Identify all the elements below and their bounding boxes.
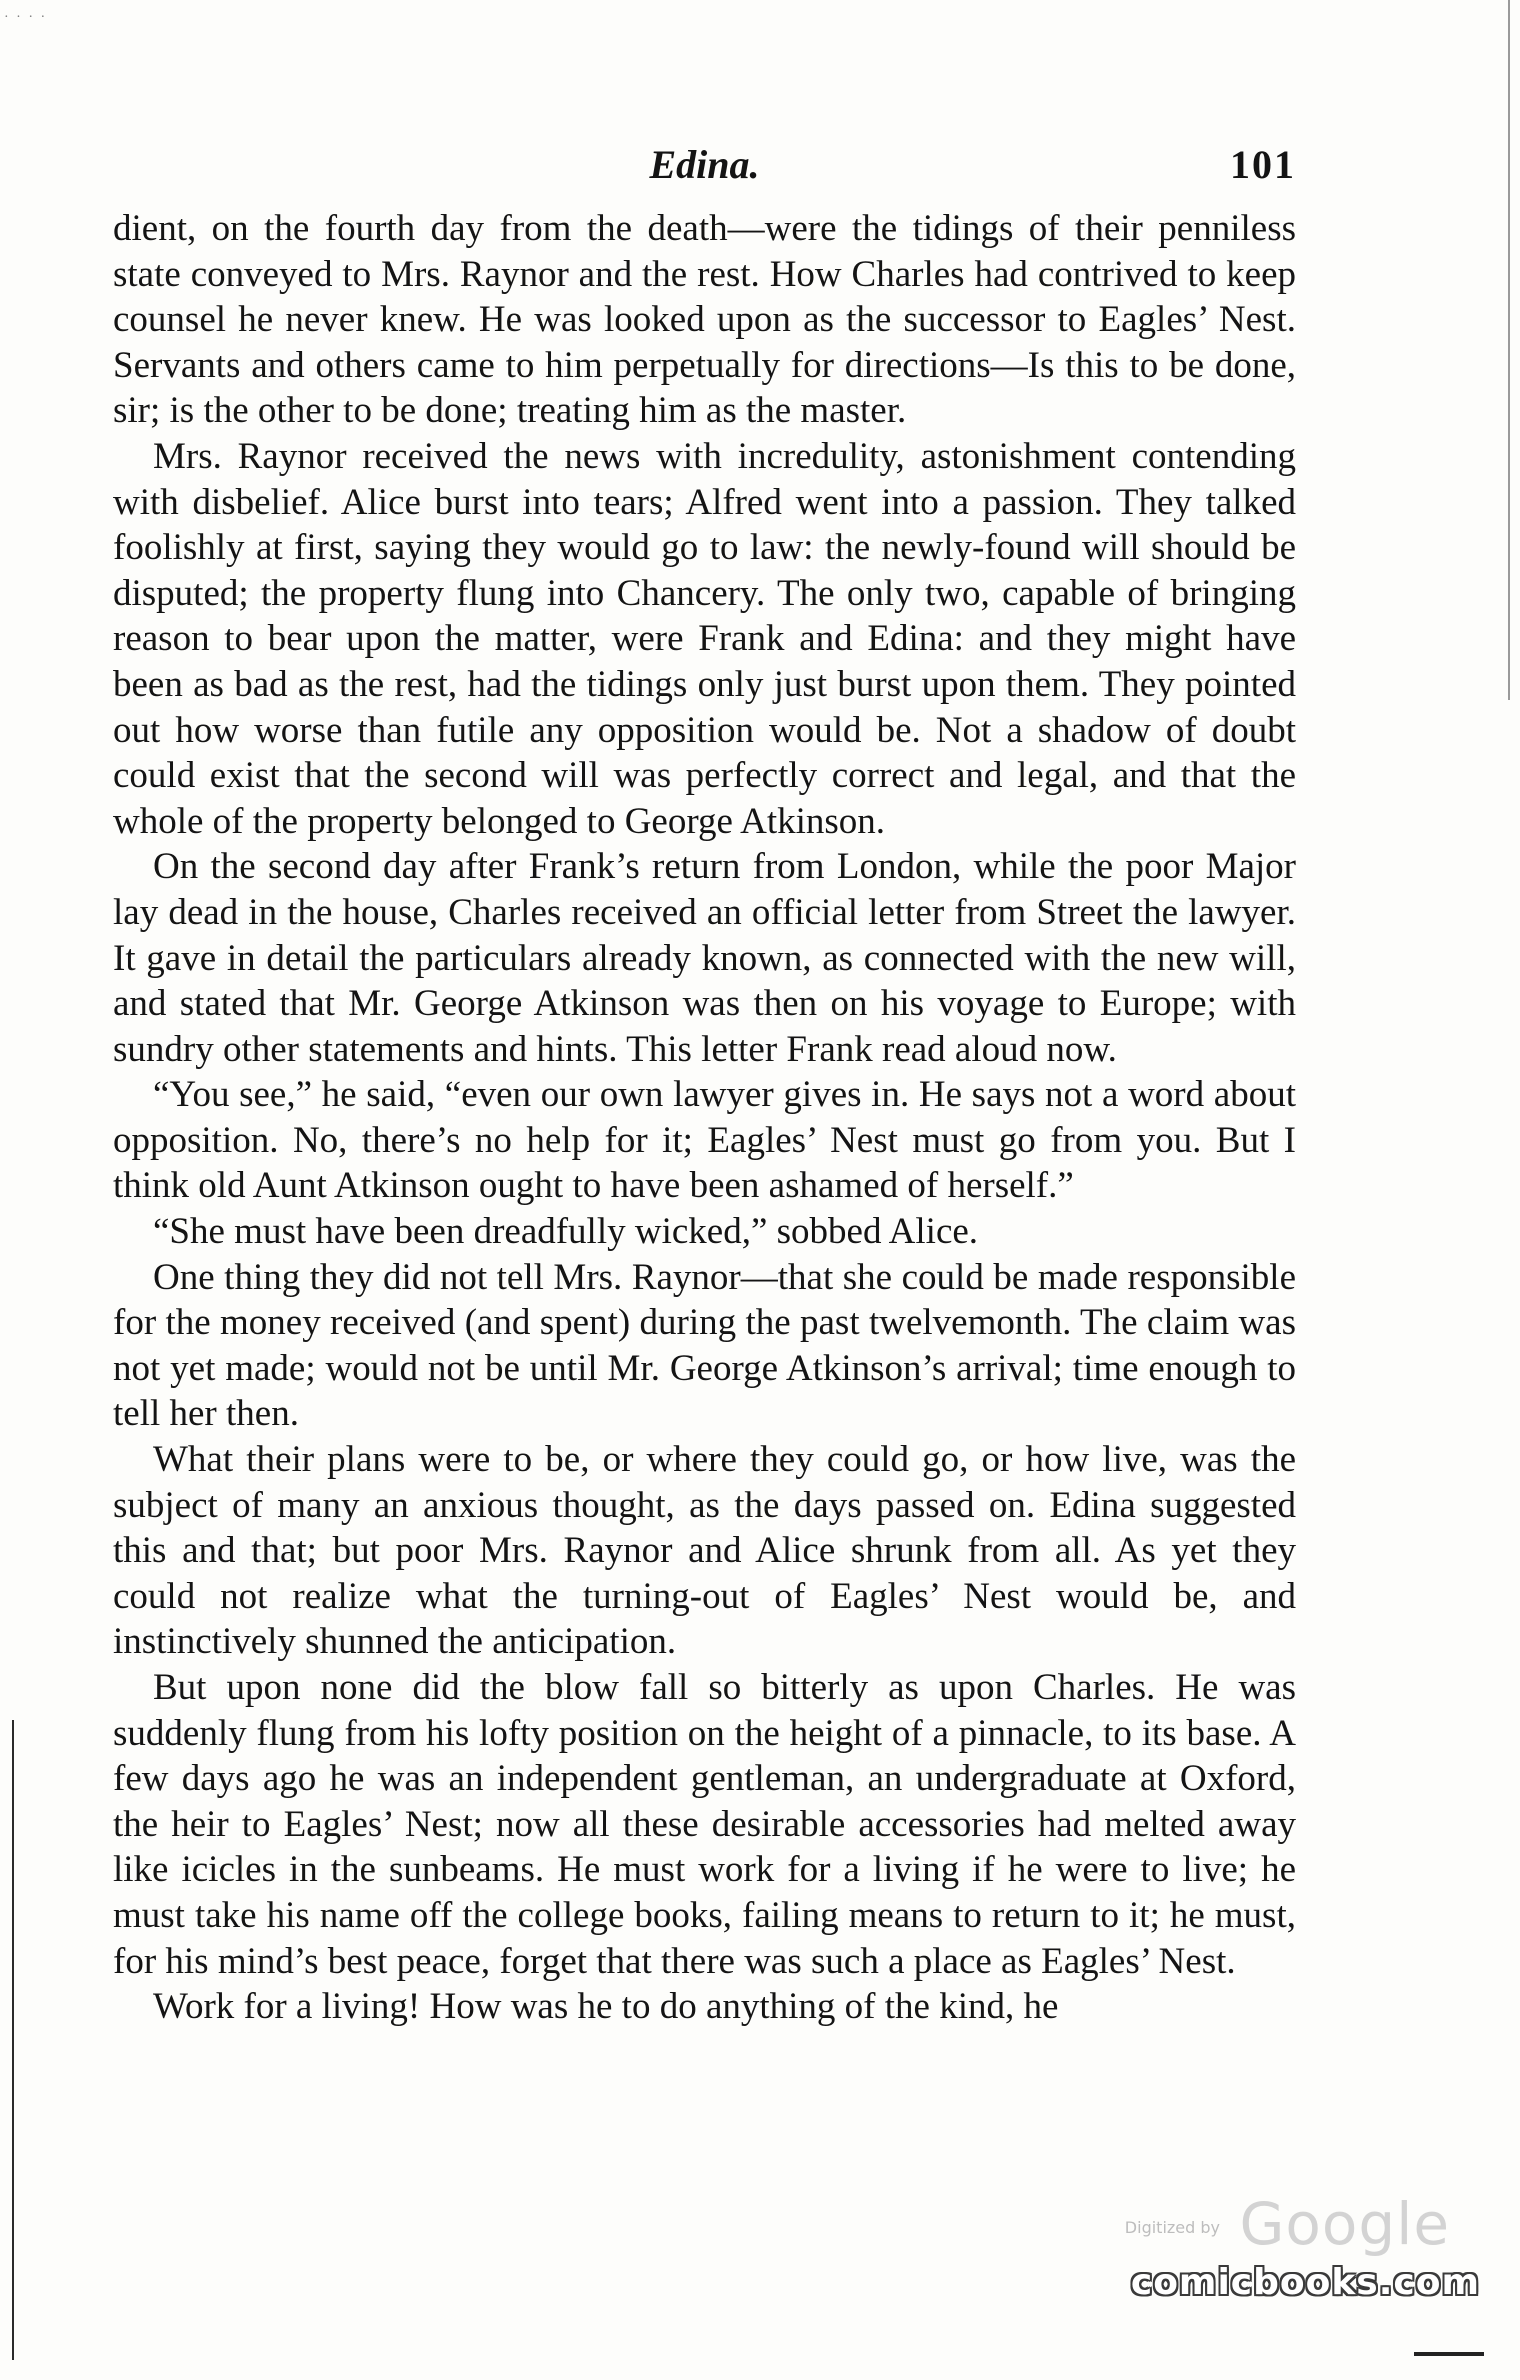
paragraph-4: “You see,” he said, “even our own lawyer gives in. He says not a word about opposition. No, there’s no help for it; Eagles’ Nest must go from you. But I think old Aunt Atkinson ought to have been ashamed of herself.” bbox=[113, 1074, 1296, 1207]
google-watermark: Google bbox=[1239, 2190, 1450, 2258]
running-title: Edina. bbox=[649, 142, 760, 187]
paragraph-1: dient, on the fourth day from the death—were the tidings of their penniless state conveyed to Mrs. Raynor and the rest. How Charles had contrived to keep counsel he never knew. He was looked upon as the successor to Eagles’ Nest. Servants and others came to him perpetually for directions—Is this to be done, sir; is the other to be done; treating him as the master. bbox=[113, 208, 1296, 432]
paragraph-6: One thing they did not tell Mrs. Raynor—that she could be made responsible for the money received (and spent) during the past twelvemonth. The claim was not yet made; would not be until Mr. George Atkinson’s arrival; time enough to tell her then. bbox=[113, 1256, 1296, 1435]
paragraph-2: Mrs. Raynor received the news with incredulity, astonishment contending with disbelief. Alice burst into tears; Alfred went into a passion. They talked foolishly at first, saying they would go to law: the newly-found will should be disputed; the property flung into Chancery. The only two, capable of bringing reason to bear upon the matter, were Frank and Edina: and they might have been as bad as the rest, had the tidings only just burst upon them. They pointed out how worse than futile any opposition would be. Not a shadow of doubt could exist that the second will was perfectly correct and legal, and that the whole of the property belonged to George Atkinson. bbox=[113, 435, 1296, 842]
paragraph-8: But upon none did the blow fall so bitterly as upon Charles. He was suddenly flung from his lofty position on the height of a pinnacle, to its base. A few days ago he was an independent gentleman, an undergraduate at Oxford, the heir to Eagles’ Nest; now all these desirable accessories had melted away like icicles in the sunbeams. He must work for a living if he were to live; he must take his name off the college books, failing means to return to it; he must, for his mind’s best peace, forget that there was such a place as Eagles’ Nest. bbox=[113, 1667, 1296, 1982]
paragraph-9: Work for a living! How was he to do anything of the kind, he bbox=[153, 1986, 1059, 2028]
binding-line bbox=[12, 1720, 14, 2360]
page-number: 101 bbox=[1230, 142, 1296, 187]
running-head bbox=[113, 140, 1296, 190]
corner-mark bbox=[1414, 2352, 1484, 2356]
site-watermark: comicbooks.com bbox=[1130, 2262, 1480, 2303]
paragraph-5: “She must have been dreadfully wicked,” sobbed Alice. bbox=[153, 1211, 979, 1253]
scan-speck: · · · · bbox=[4, 10, 48, 25]
page-edge-shadow bbox=[1508, 0, 1510, 700]
body-text bbox=[113, 206, 1296, 2030]
paragraph-7: What their plans were to be, or where they could go, or how live, was the subject of many an anxious thought, as the days passed on. Edina suggested this and that; but poor Mrs. Raynor and Alice shrunk from all. As yet they could not realize what the turning-out of Eagles’ Nest would be, and instinctively shunned the anticipation. bbox=[113, 1439, 1296, 1663]
digitized-by-label: Digitized by bbox=[1124, 2218, 1220, 2237]
paragraph-3: On the second day after Frank’s return from London, while the poor Major lay dead in the house, Charles received an official letter from Street the lawyer. It gave in detail the particulars already known, as connected with the new will, and stated that Mr. George Atkinson was then on his voyage to Europe; with sundry other statements and hints. This letter Frank read aloud now. bbox=[113, 846, 1296, 1070]
